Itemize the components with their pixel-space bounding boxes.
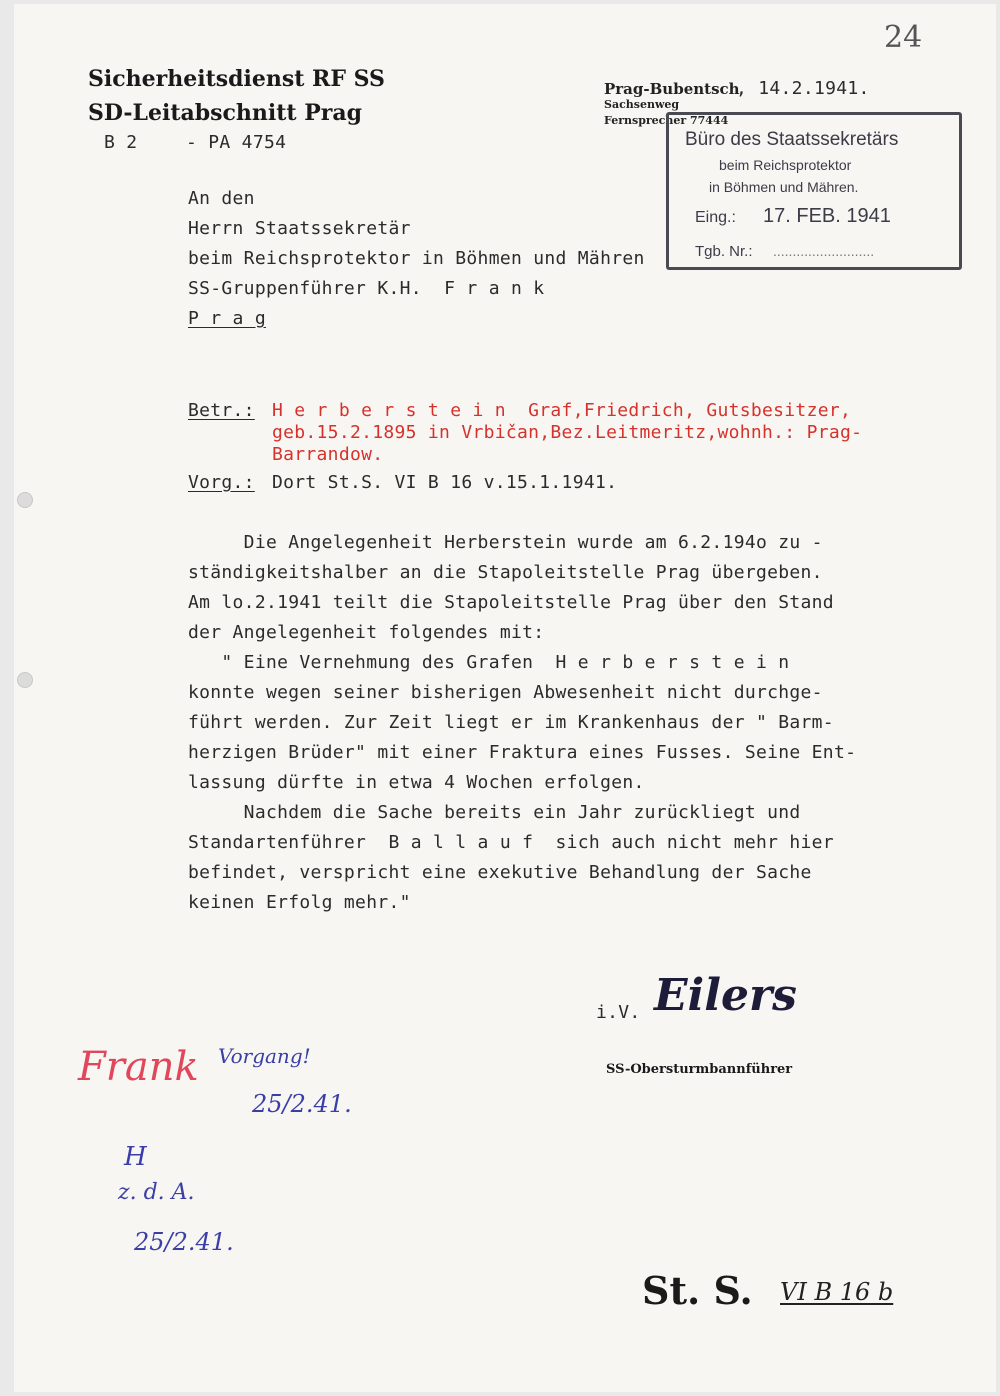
sts-reference: VI B 16 b xyxy=(780,1278,894,1306)
annotation-date-2: 25/2.41. xyxy=(134,1228,234,1256)
reference-pa: - PA 4754 xyxy=(186,132,287,153)
sts-label: St. S. xyxy=(642,1268,753,1313)
betr-label: Betr.: xyxy=(188,400,255,421)
stamp-tgb-line: .......................... xyxy=(773,243,875,259)
received-stamp xyxy=(666,112,962,270)
signature-rank-stamp: SS-Obersturmbannführer xyxy=(606,1062,793,1077)
address-line-1: An den xyxy=(188,188,255,209)
letter-date: , 14.2.1941. xyxy=(736,78,870,99)
stamp-eing-label: Eing.: xyxy=(695,209,736,226)
vorg-text: Dort St.S. VI B 16 v.15.1.1941. xyxy=(272,472,618,493)
stamp-authority: beim Reichsprotektor xyxy=(719,157,852,173)
body-line: Nachdem die Sache bereits ein Jahr zurückliegt und xyxy=(188,802,801,823)
address-line-3: beim Reichsprotektor in Böhmen und Mähren xyxy=(188,248,645,269)
page-number: 24 xyxy=(884,20,923,55)
punch-hole xyxy=(17,672,33,688)
betr-line-1: H e r b e r s t e i n Graf,Friedrich, Gutsbesitzer, xyxy=(272,400,852,421)
body-line: Die Angelegenheit Herberstein wurde am 6.2.194o zu - xyxy=(188,532,823,553)
address-line-2: Herrn Staatssekretär xyxy=(188,218,411,239)
punch-hole xyxy=(17,492,33,508)
body-line: ständigkeitshalber an die Stapoleitstelle Prag übergeben. xyxy=(188,562,823,583)
annotation-zda: z. d. A. xyxy=(118,1180,195,1205)
betr-line-2: geb.15.2.1895 in Vrbičan,Bez.Leitmeritz,wohnh.: Prag- xyxy=(272,422,863,443)
body-line: lassung dürfte in etwa 4 Wochen erfolgen. xyxy=(188,772,645,793)
body-line: " Eine Vernehmung des Grafen H e r b e r s t e i n xyxy=(188,652,790,673)
stamp-tgb-label: Tgb. Nr.: xyxy=(695,243,753,260)
betr-line-3: Barrandow. xyxy=(272,444,384,465)
address-line-4: SS-Gruppenführer K.H. F r a n k xyxy=(188,278,545,299)
stamp-office: Büro des Staatssekretärs xyxy=(685,129,899,150)
body-line: keinen Erfolg mehr." xyxy=(188,892,411,913)
body-line: führt werden. Zur Zeit liegt er im Krankenhaus der " Barm- xyxy=(188,712,834,733)
body-line: der Angelegenheit folgendes mit: xyxy=(188,622,545,643)
body-line: herzigen Brüder" mit einer Fraktura eines Fusses. Seine Ent- xyxy=(188,742,857,763)
letterhead-org: Sicherheitsdienst RF SS xyxy=(88,66,385,92)
vorg-label: Vorg.: xyxy=(188,472,255,493)
annotation-initial: H xyxy=(124,1142,147,1172)
address-city: P r a g xyxy=(188,308,266,329)
annotation-date-1: 25/2.41. xyxy=(252,1090,352,1118)
stamp-eing-date: 17. FEB. 1941 xyxy=(763,205,891,227)
body-line: konnte wegen seiner bisherigen Abwesenheit nicht durchge- xyxy=(188,682,823,703)
sender-place: Prag-Bubentsch xyxy=(604,80,740,98)
sender-phone: Fernsprecher 77444 xyxy=(604,114,729,127)
signature-handwritten: Eilers xyxy=(654,970,797,1021)
annotation-vorgang: Vorgang! xyxy=(218,1044,311,1068)
stamp-region: in Böhmen und Mähren. xyxy=(709,179,859,195)
red-initial: Frank xyxy=(78,1044,199,1090)
body-line: Standartenführer B a l l a u f sich auch nicht mehr hier xyxy=(188,832,834,853)
sender-street: Sachsenweg xyxy=(604,98,680,111)
body-line: Am lo.2.1941 teilt die Stapoleitstelle Prag über den Stand xyxy=(188,592,834,613)
signature-iv: i.V. xyxy=(596,1002,641,1023)
reference-b: B 2 xyxy=(104,132,138,153)
body-line: befindet, verspricht eine exekutive Behandlung der Sache xyxy=(188,862,812,883)
letterhead-office: SD-Leitabschnitt Prag xyxy=(88,100,363,126)
document-page xyxy=(14,4,996,1392)
